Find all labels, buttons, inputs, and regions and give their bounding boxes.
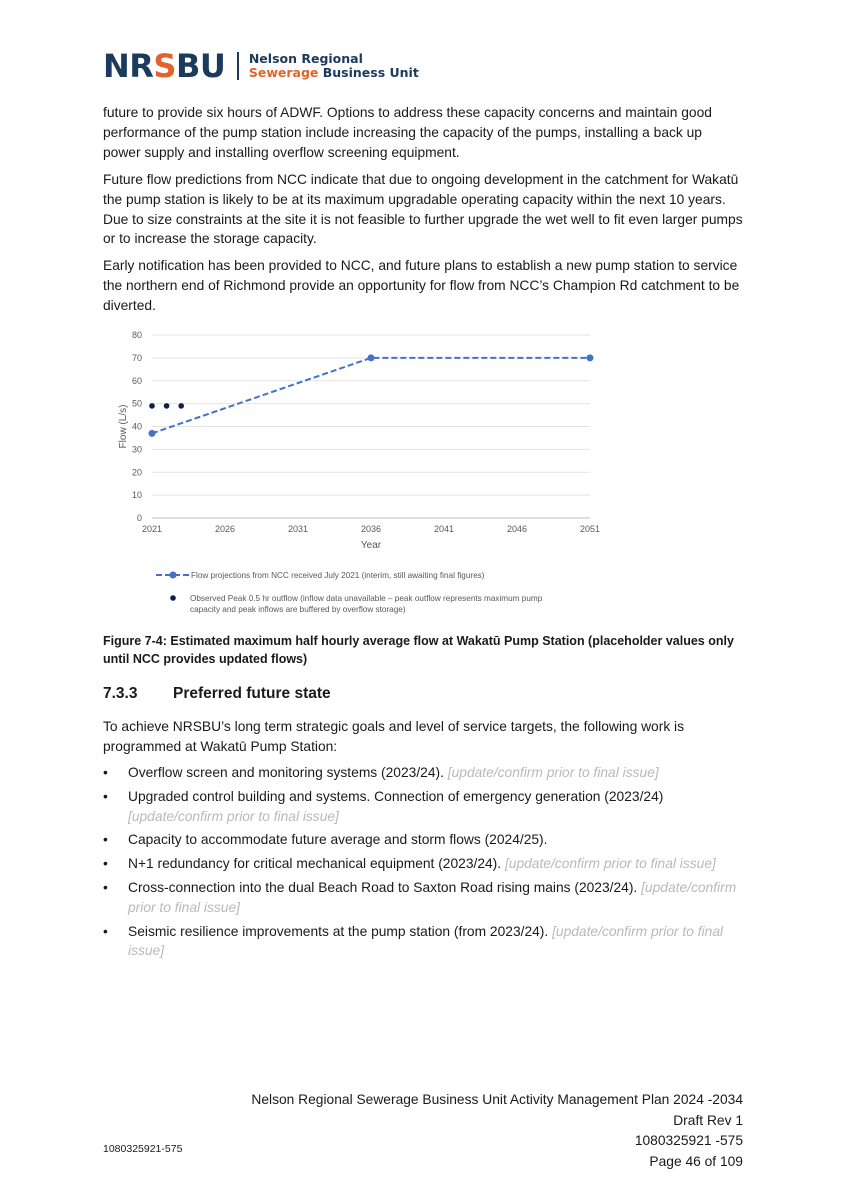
footer-plan-title: Nelson Regional Sewerage Business Unit Activity Management Plan 2024 -2034 [251, 1092, 743, 1107]
paragraph-early-notification: Early notification has been provided to NCC, and future plans to establish a new pump station to service the northern end of Richmond provide an opportunity for flow from NCC’s Champion Rd catchment to be diverted. [103, 258, 740, 313]
nrsbu-logo [103, 47, 419, 85]
x-tick-label: 2051 [579, 524, 601, 534]
bullet-glyph: • [103, 879, 108, 895]
x-tick-label: 2026 [214, 524, 236, 534]
footer-doc-id: 1080325921-575 [103, 1143, 183, 1155]
list-item [103, 922, 743, 962]
logo-mark: NRSBU [103, 47, 226, 85]
logo-line-1: Nelson Regional [248, 50, 363, 66]
work-programme-list [103, 763, 743, 965]
list-item-note: [update/confirm prior to final issue] [128, 879, 737, 915]
y-tick-label: 30 [131, 444, 142, 455]
list-item-text: Capacity to accommodate future average and storm flows (2024/25). [128, 832, 548, 848]
data-point-observed-peak [178, 403, 184, 409]
x-axis-label: Year [360, 540, 382, 551]
legend-marker-flow-projection [170, 572, 177, 579]
section-title: Preferred future state [173, 685, 331, 702]
y-axis-label: Flow (L/s) [118, 404, 129, 449]
list-item-text: Cross-connection into the dual Beach Road to Saxton Road rising mains (2023/24). [128, 879, 642, 895]
list-item-text: Seismic resilience improvements at the pump station (from 2023/24). [128, 923, 553, 939]
section-number: 7.3.3 [103, 685, 138, 702]
list-item-text: N+1 redundancy for critical mechanical equipment (2023/24). [128, 856, 505, 872]
data-point-observed-peak [149, 403, 155, 409]
legend-label-flow-projection: Flow projections from NCC received July 2021 (interim, still awaiting final figures) [191, 571, 485, 580]
list-item-text: Upgraded control building and systems. Connection of emergency generation (2023/24) [128, 788, 664, 804]
bullet-glyph: • [103, 788, 108, 804]
list-item-note: [update/confirm prior to final issue] [447, 765, 659, 780]
data-point-flow-projection [587, 354, 594, 361]
bullet-glyph: • [103, 923, 108, 939]
x-tick-label: 2031 [287, 524, 309, 534]
data-point-observed-peak [164, 403, 170, 409]
list-item-note: [update/confirm prior to final issue] [504, 856, 716, 872]
list-item-note: [update/confirm prior to final issue] [128, 923, 724, 959]
list-item [103, 854, 743, 874]
x-tick-label: 2036 [360, 524, 382, 534]
list-item-text: Overflow screen and monitoring systems (2023/24). [128, 765, 448, 780]
y-tick-label: 80 [131, 330, 142, 340]
y-tick-label: 40 [131, 421, 142, 432]
y-tick-label: 50 [131, 398, 142, 409]
bullet-glyph: • [103, 765, 108, 780]
y-tick-label: 20 [131, 467, 142, 478]
paragraph-future-flow: Future flow predictions from NCC indicate that due to ongoing development in the catchment for Wakatū the pump station is likely to be at its maximum upgradable operating capacity within the next 10 years. Due to size constraints at the site it is not feasible to further upgrade the wet well to fit even larger pumps or to increase the storage capacity. [103, 172, 743, 247]
legend-marker-observed-peak [170, 595, 176, 601]
section-intro: To achieve NRSBU’s long term strategic goals and level of service targets, the following work is programmed at Wakatū Pump Station: [103, 719, 685, 754]
footer-revision: Draft Rev 1 [673, 1112, 743, 1128]
footer-block [251, 1090, 743, 1172]
data-point-flow-projection [368, 354, 375, 361]
bullet-glyph: • [103, 856, 108, 872]
series-line-flow-projection [152, 358, 590, 433]
x-tick-label: 2046 [506, 524, 528, 534]
data-point-flow-projection [149, 430, 156, 437]
y-tick-label: 10 [131, 490, 142, 501]
y-tick-label: 70 [131, 352, 142, 363]
y-tick-label: 0 [136, 513, 142, 523]
section-heading [103, 684, 331, 704]
logo-line-2: Sewerage Business Unit [248, 65, 419, 80]
list-item [103, 878, 743, 918]
footer-page-number: Page 46 of 109 [649, 1153, 743, 1169]
y-tick-label: 60 [131, 375, 142, 386]
list-item-note: [update/confirm prior to final issue] [128, 808, 339, 824]
flow-chart [110, 322, 610, 622]
x-tick-label: 2041 [433, 524, 455, 534]
footer-doc-number: 1080325921 -575 [634, 1133, 743, 1148]
paragraph-capacity-concerns: future to provide six hours of ADWF. Options to address these capacity concerns and maintain good performance of the pump station include increasing the capacity of the pumps, installing a back up power supply and installing overflow screening equipment. [103, 105, 712, 160]
logo-text [249, 52, 419, 81]
list-item [103, 763, 743, 783]
list-item [103, 787, 743, 827]
logo-divider [237, 52, 239, 80]
x-tick-label: 2021 [141, 524, 163, 534]
list-item [103, 830, 743, 850]
bullet-glyph: • [103, 832, 108, 848]
figure-caption: Figure 7-4: Estimated maximum half hourly average flow at Wakatū Pump Station (placeholder values only until NCC provides updated flows) [103, 634, 734, 666]
legend-label-observed-peak: Observed Peak 0.5 hr outflow (inflow data unavailable – peak outflow represents maximum pump capacity and peak inflows are buffered by overflow storage) [190, 594, 543, 614]
